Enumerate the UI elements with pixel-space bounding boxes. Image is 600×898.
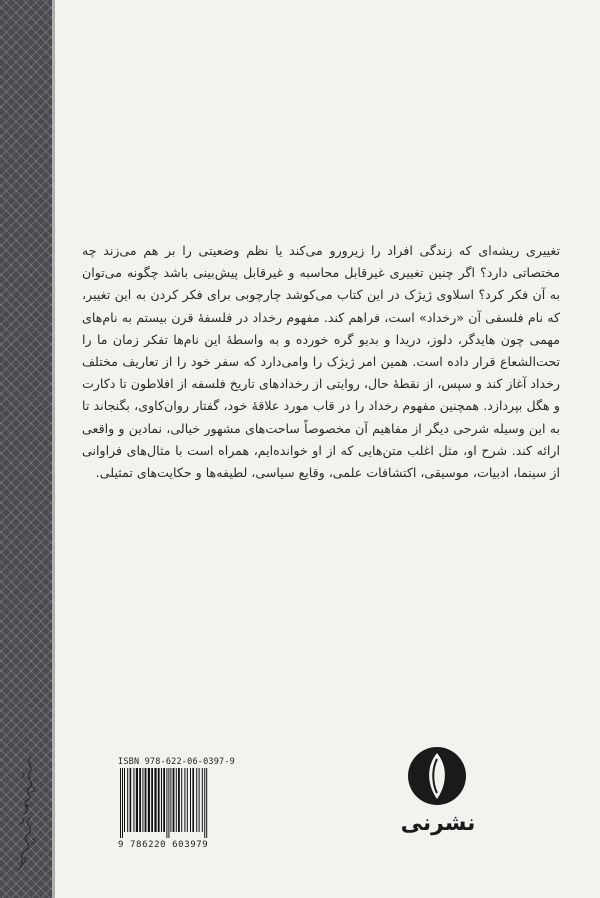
barcode-bar — [130, 768, 132, 832]
barcode-bar — [151, 768, 153, 832]
publisher-name: نشرنی — [400, 811, 476, 836]
barcode-bar — [178, 768, 180, 832]
barcode-bar — [199, 768, 200, 832]
barcode-bar — [170, 768, 171, 832]
barcode-bar — [176, 768, 177, 832]
barcode-bar — [120, 768, 121, 838]
barcode-bar — [139, 768, 141, 832]
barcode-bar — [187, 768, 188, 832]
barcode-bar — [181, 768, 182, 832]
barcode-bar — [190, 768, 191, 832]
back-cover-blurb: تغییری ریشه‌ای که زندگی افراد را زیرورو می‌کند یا نظم وضعیتی را بر هم می‌زند چه مختصاتی دارد؟ اگر چنین تغییری غیرقابل محاسبه و غیرقابل پیش‌بینی باشد چگونه می‌توان به آن فکر کرد؟ اسلاوی ژیژک در این کتاب می‌کوشد چارچوبی برای فکر کردن به این تغییر، که نام فلسفی آن «رخداد» است، فراهم کند. مفهوم رخداد در فلسفهٔ قرن بیستم به نام‌های مهمی چون هایدگر، دلوز، دریدا و بدیو گره خورده و به واسطهٔ این نام‌ها تفکر زمان ما را تحت‌الشعاع قرار داده است. همین امر ژیژک را وامی‌دارد که سفر خود را از تعاریف مختلف رخداد آغاز کند و سپس، از نقطهٔ حال، روایتی از رخدادهای تاریخ فلسفه از افلاطون تا دکارت و هگل بپردازد. همچنین مفهوم رخداد را در قاب مورد علاقهٔ خود، گفتار روان‌کاوی، بگنجاند تا به این وسیله شرحی دیگر از مفاهیم آن مخصوصاً ساحت‌های مشهور خیالی، نمادین و واقعی ارائه کند. شرح او، مثل اغلب متن‌هایی که از او خوانده‌ایم، همراه است با مثال‌های فراوانی از سینما، ادبیات، موسیقی، اکتشافات علمی، وقایع سیاسی، لطیفه‌ها و حکایت‌های تمثیلی. — [82, 243, 560, 481]
barcode-bar — [122, 768, 123, 838]
barcode-bar — [154, 768, 156, 832]
barcode-bar — [168, 768, 169, 838]
barcode-bar — [173, 768, 175, 832]
barcode-bar — [196, 768, 197, 832]
isbn-label: ISBN 978-622-06-0397-9 — [118, 757, 235, 767]
barcode-bar — [184, 768, 185, 832]
spine-edge-shadow — [52, 0, 55, 898]
reed-leaf-icon — [406, 745, 468, 807]
barcode-digits: 9 786220 603979 — [118, 840, 209, 850]
barcode-bar — [158, 768, 160, 832]
barcode-bar — [206, 768, 207, 838]
barcode-bar — [142, 768, 143, 832]
barcode-bar — [148, 768, 150, 832]
publisher-block — [398, 745, 478, 855]
barcode-bar — [127, 768, 128, 832]
handwritten-inscription-icon — [8, 752, 46, 872]
isbn-barcode — [118, 768, 226, 838]
barcode-bar — [136, 768, 138, 832]
barcode-bar — [202, 768, 203, 832]
barcode-bar — [145, 768, 147, 832]
barcode-bar — [204, 768, 205, 838]
barcode-bar — [192, 768, 194, 832]
barcode-bar — [161, 768, 162, 832]
barcode-bar — [163, 768, 165, 832]
barcode-bar — [166, 768, 167, 838]
barcode-bar — [133, 768, 134, 832]
barcode-bar — [124, 768, 125, 832]
